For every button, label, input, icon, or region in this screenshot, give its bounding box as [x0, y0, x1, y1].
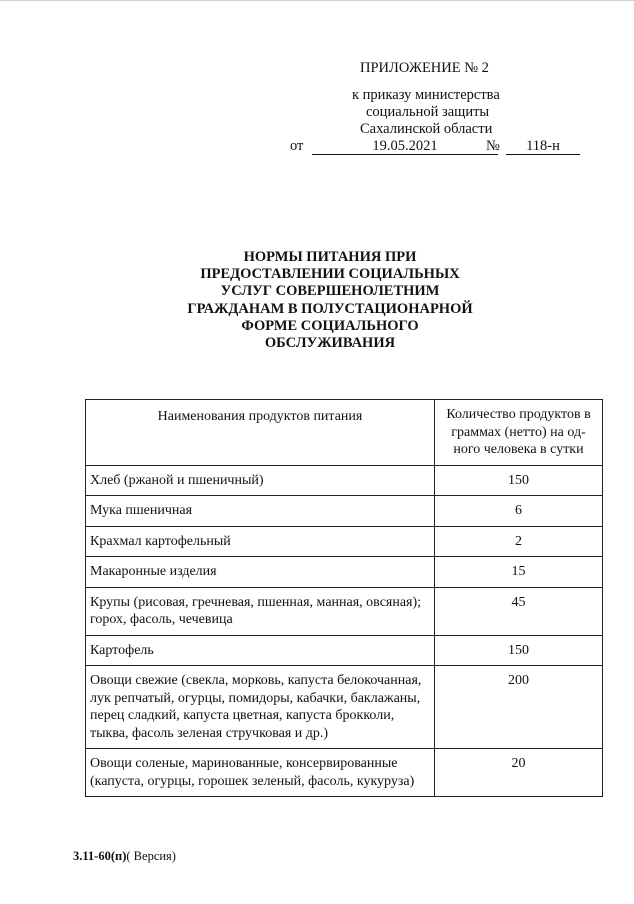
- scan-edge-line: [0, 0, 634, 1]
- nutrition-norms-table: [85, 399, 603, 797]
- heading-line: ФОРМЕ СОЦИАЛЬНОГО: [241, 317, 419, 334]
- document-heading: [160, 249, 500, 352]
- annex-line-3: Сахалинской области: [360, 121, 493, 137]
- quantity-cell: 20: [435, 749, 603, 797]
- heading-line: НОРМЫ ПИТАНИЯ ПРИ: [243, 249, 417, 265]
- order-date: 19.05.2021: [312, 138, 498, 155]
- heading-line: ГРАЖДАНАМ В ПОЛУСТАЦИОНАРНОЙ: [187, 300, 473, 317]
- product-cell: Макаронные изделия: [86, 557, 435, 588]
- product-cell: Хлеб (ржаной и пшеничный): [86, 465, 435, 496]
- quantity-cell: 150: [435, 635, 603, 666]
- heading-line: УСЛУГ СОВЕРШЕНОЛЕТНИМ: [220, 283, 440, 300]
- order-date-line: [290, 138, 590, 156]
- number-label: №: [486, 138, 500, 154]
- product-cell: Овощи свежие (свекла, морковь, капуста белокочанная, лук репчатый, огурцы, помидоры, кабачки, баклажаны, перец сладкий, капуста цветная, капуста брокколи, тыква, фасоль зеленая стручковая и др.): [86, 666, 435, 749]
- quantity-cell: 2: [435, 526, 603, 557]
- annex-line-2: социальной защиты: [366, 104, 490, 120]
- document-version: ( Версия): [126, 849, 176, 863]
- product-cell: Мука пшеничная: [86, 496, 435, 527]
- quantity-cell: 150: [435, 465, 603, 496]
- product-cell: Крахмал картофельный: [86, 526, 435, 557]
- product-cell: Крупы (рисовая, гречневая, пшенная, манная, овсяная); горох, фасоль, чечевица: [86, 587, 435, 635]
- table-header-row: [86, 400, 603, 466]
- document-code: 3.11-60(п): [73, 849, 127, 863]
- annex-title: ПРИЛОЖЕНИЕ № 2: [360, 60, 489, 76]
- product-cell: Овощи соленые, маринованные, консервированные (капуста, огурцы, горошек зеленый, фасоль, кукуруза): [86, 749, 435, 797]
- annex-line-1: к приказу министерства: [352, 87, 500, 103]
- product-cell: Картофель: [86, 635, 435, 666]
- table-row: [86, 557, 603, 588]
- table-row: [86, 496, 603, 527]
- table-row: [86, 666, 603, 749]
- table-row: [86, 635, 603, 666]
- quantity-cell: 15: [435, 557, 603, 588]
- table-row: [86, 587, 603, 635]
- heading-line: ОБСЛУЖИВАНИЯ: [264, 335, 396, 352]
- document-footer: [73, 849, 176, 864]
- table-row: [86, 465, 603, 496]
- quantity-cell: 45: [435, 587, 603, 635]
- table-row: [86, 526, 603, 557]
- from-label: от: [290, 138, 304, 154]
- quantity-cell: 200: [435, 666, 603, 749]
- header-product: Наименования продуктов питания: [86, 400, 435, 466]
- quantity-cell: 6: [435, 496, 603, 527]
- table-row: [86, 749, 603, 797]
- heading-line: ПРЕДОСТАВЛЕНИИ СОЦИАЛЬНЫХ: [200, 266, 460, 283]
- header-quantity: Количество продуктов в граммах (нетто) на од-ного человека в сутки: [435, 400, 603, 466]
- order-number: 118-н: [506, 138, 580, 155]
